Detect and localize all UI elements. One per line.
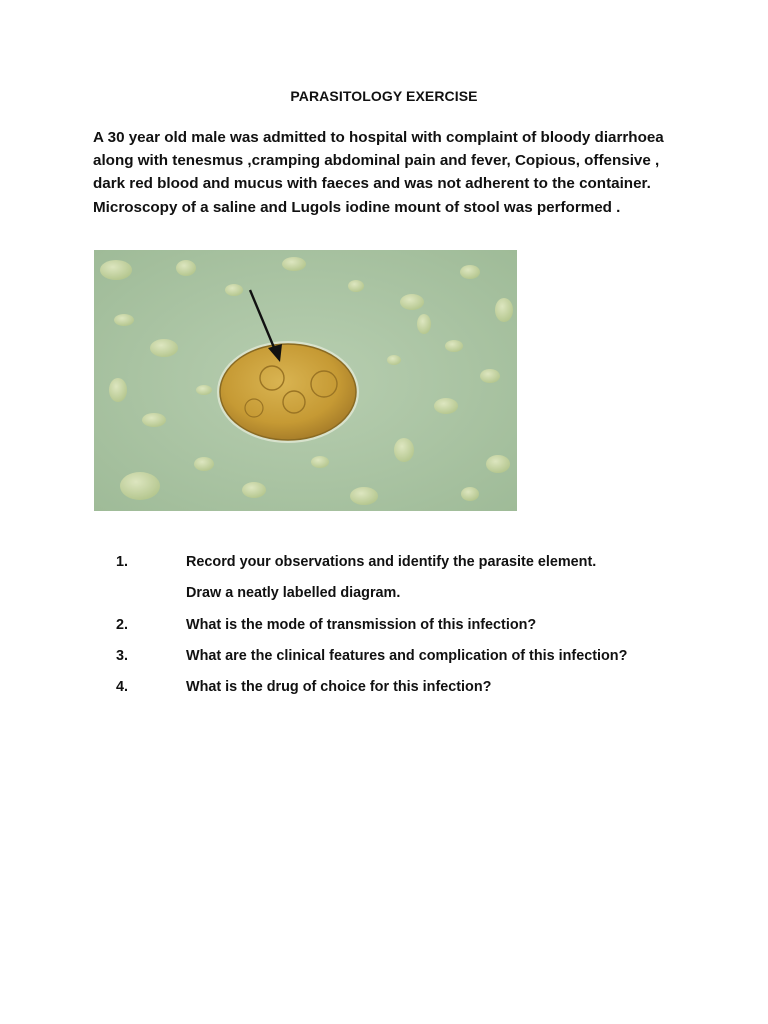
cyst-organism [217,341,359,443]
question-number: 2. [116,617,129,633]
question-2 [0,617,768,641]
question-number: 3. [116,648,129,664]
page-title: PARASITOLOGY EXERCISE [290,88,478,104]
question-number: 1. [116,554,129,570]
question-number: 4. [116,679,129,695]
question-text: What is the mode of transmission of this infection? [186,617,537,633]
question-1-continuation [0,585,768,609]
question-4 [0,679,768,703]
question-text: Record your observations and identify the parasite element. [186,554,597,570]
micrograph-image [94,250,517,511]
question-text: What are the clinical features and complication of this infection? [186,648,628,664]
question-text: What is the drug of choice for this infection? [186,679,492,695]
case-description: A 30 year old male was admitted to hospital with complaint of bloody diarrhoea along with tenesmus ,cramping abdominal pain and fever, Copious, offensive , dark red blood and mucus with faeces and was not adherent to the container. Microscopy of a saline and Lugols iodine mount of stool was performed . [93,129,664,216]
question-1 [0,554,768,578]
question-text: Draw a neatly labelled diagram. [186,585,401,601]
question-3 [0,648,768,672]
